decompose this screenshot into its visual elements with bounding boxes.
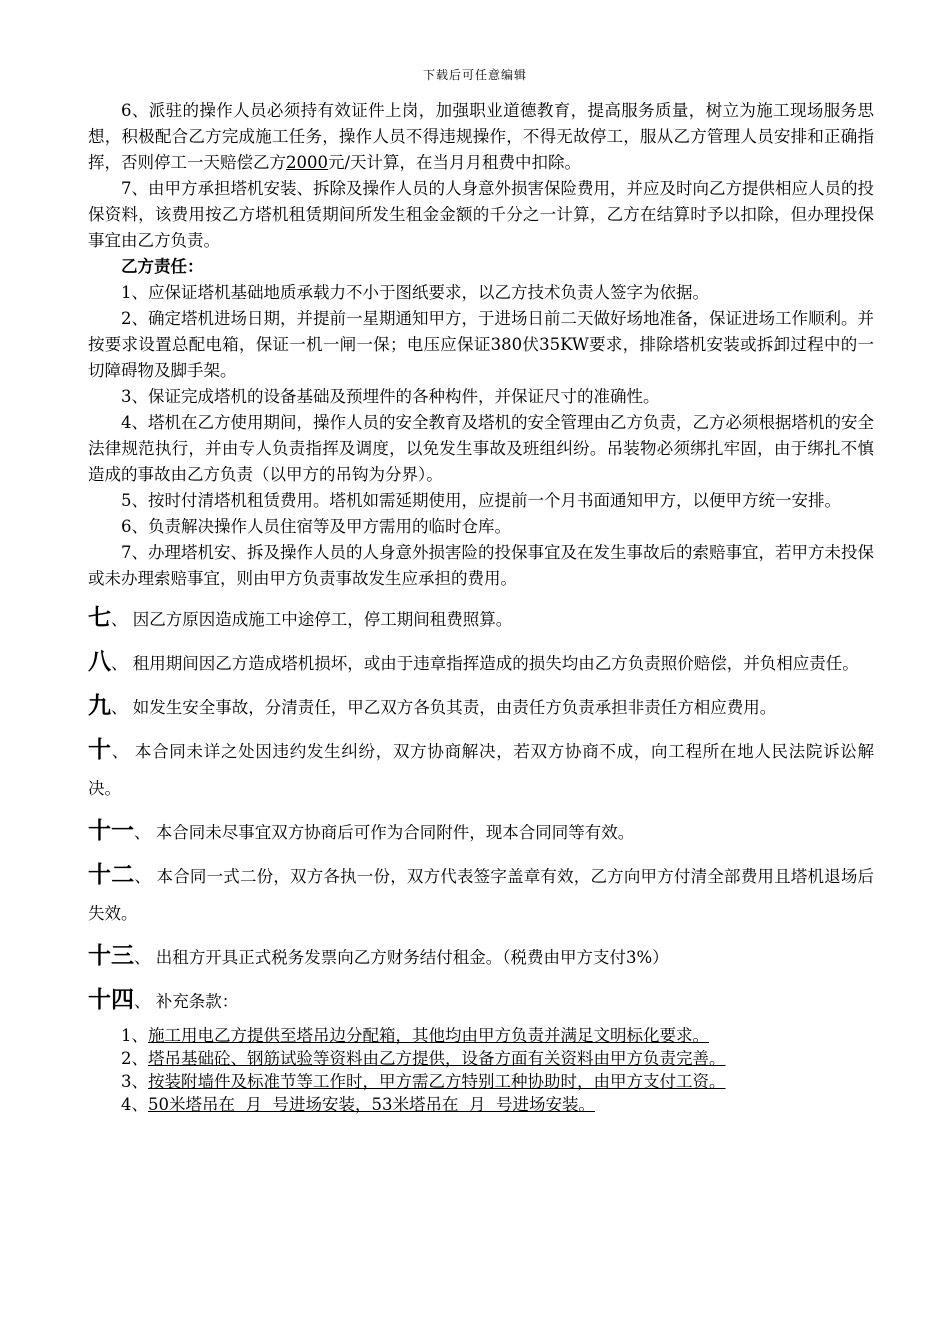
supplement-text: 50米塔吊在 月 号进场安装，53米塔吊在 月 号进场安装。 bbox=[148, 1095, 595, 1114]
article-number: 七 bbox=[88, 605, 111, 631]
supplement-index: 1、 bbox=[121, 1026, 148, 1045]
article-number: 九 bbox=[88, 693, 111, 719]
article-text: 因乙方原因造成施工中途停工，停工期间租费照算。 bbox=[132, 610, 513, 629]
party-a-item-6 bbox=[88, 98, 874, 176]
article-14: 十四、 补充条款： bbox=[88, 987, 239, 1013]
article-number: 十 bbox=[88, 737, 112, 763]
party-b-item-6: 6、负责解决操作人员住宿等及甲方需用的临时仓库。 bbox=[121, 517, 511, 536]
article-10: 十、 本合同未详之处因违约发生纠纷，双方协商解决，若双方协商不成，向工程所在地人民法院诉讼解决。 bbox=[88, 737, 875, 798]
supplement-item-4 bbox=[88, 1093, 874, 1116]
party-b-item-7: 7、办理塔机安、拆及操作人员的人身意外损害险的投保事宜及在发生事故后的索赔事宜，若甲方未投保或未办理索赔事宜，则由甲方负责事故发生应承担的费用。 bbox=[88, 543, 874, 588]
article-number: 八 bbox=[88, 649, 111, 675]
article-text: 如发生安全事故，分清责任，甲乙双方各负其责，由责任方负责承担非责任方相应费用。 bbox=[132, 698, 777, 717]
party-a-item-7: 7、由甲方承担塔机安装、拆除及操作人员的人身意外损害保险费用，并应及时向乙方提供相应人员的投保资料，该费用按乙方塔机租赁期间所发生租金金额的千分之一计算，乙方在结算时予以扣除，但办理投保事宜由乙方负责。 bbox=[88, 179, 874, 250]
party-b-heading: 乙方责任： bbox=[121, 257, 204, 276]
compensation-amount: 2000 bbox=[286, 153, 328, 172]
party-a-item-6-tail: 元/天计算，在当月月租费中扣除。 bbox=[328, 153, 582, 172]
supplement-index: 2、 bbox=[121, 1049, 148, 1068]
article-text: 本合同未尽事宜双方协商后可作为合同附件，现本合同同等有效。 bbox=[155, 823, 635, 842]
article-text: 补充条款： bbox=[155, 992, 239, 1011]
party-b-item-1: 1、应保证塔机基础地质承载力不小于图纸要求，以乙方技术负责人签字为依据。 bbox=[121, 283, 709, 302]
article-number: 十三 bbox=[88, 943, 134, 969]
article-text: 租用期间因乙方造成塔机损坏，或由于违章指挥造成的损失均由乙方负责照价赔偿，并负相应责任。 bbox=[132, 654, 859, 673]
article-text: 本合同一式二份，双方各执一份，双方代表签字盖章有效，乙方向甲方付清全部费用且塔机退场后失效。 bbox=[88, 867, 875, 923]
article-12: 十二、 本合同一式二份，双方各执一份，双方代表签字盖章有效，乙方向甲方付清全部费用且塔机退场后失效。 bbox=[88, 862, 875, 923]
supplement-list bbox=[88, 1024, 874, 1116]
supplement-text: 按装附墙件及标准节等工作时，甲方需乙方特别工种协助时，由甲方支付工资。 bbox=[148, 1072, 726, 1091]
article-number: 十二 bbox=[88, 862, 135, 888]
article-8: 八、 租用期间因乙方造成塔机损坏，或由于违章指挥造成的损失均由乙方负责照价赔偿，并负相应责任。 bbox=[88, 649, 859, 675]
party-a-item-6-text: 6、派驻的操作人员必须持有效证件上岗，加强职业道德教育，提高服务质量，树立为施工现场服务思想，积极配合乙方完成施工任务，操作人员不得违规操作，不得无故停工，服从乙方管理人员安排和正确指挥，否则停工一天赔偿乙方 bbox=[88, 101, 874, 172]
party-b-item-3: 3、保证完成塔机的设备基础及预埋件的各种构件，并保证尺寸的准确性。 bbox=[121, 387, 660, 406]
article-number: 十四 bbox=[88, 987, 134, 1013]
article-13: 十三、 出租方开具正式税务发票向乙方财务结付租金。（税费由甲方支付3%） bbox=[88, 943, 669, 969]
document-body bbox=[88, 98, 874, 1116]
supplement-item-2 bbox=[88, 1047, 874, 1070]
supplement-item-3 bbox=[88, 1070, 874, 1093]
article-9: 九、 如发生安全事故，分清责任，甲乙双方各负其责，由责任方负责承担非责任方相应费用。 bbox=[88, 693, 777, 719]
article-text: 本合同未详之处因违约发生纠纷，双方协商解决，若双方协商不成，向工程所在地人民法院诉讼解决。 bbox=[88, 742, 875, 798]
supplement-index: 3、 bbox=[121, 1072, 148, 1091]
party-b-item-2: 2、确定塔机进场日期，并提前一星期通知甲方，于进场日前二天做好场地准备，保证进场工作顺利。并按要求设置总配电箱，保证一机一闸一保；电压应保证380伏35KW要求，排除塔机安装或拆卸过程中的一切障碍物及脚手架。 bbox=[88, 309, 874, 380]
article-number: 十一 bbox=[88, 818, 134, 844]
article-7: 七、 因乙方原因造成施工中途停工，停工期间租费照算。 bbox=[88, 605, 513, 631]
party-b-item-5: 5、按时付清塔机租赁费用。塔机如需延期使用，应提前一个月书面通知甲方，以便甲方统一安排。 bbox=[121, 491, 841, 510]
header-watermark: 下载后可任意编辑 bbox=[422, 68, 527, 82]
supplement-text: 塔吊基础砼、钢筋试验等资料由乙方提供，设备方面有关资料由甲方负责完善。 bbox=[148, 1049, 726, 1068]
article-text: 出租方开具正式税务发票向乙方财务结付租金。（税费由甲方支付3%） bbox=[155, 948, 669, 967]
supplement-item-1 bbox=[88, 1024, 874, 1047]
supplement-index: 4、 bbox=[121, 1095, 148, 1114]
article-11: 十一、 本合同未尽事宜双方协商后可作为合同附件，现本合同同等有效。 bbox=[88, 818, 635, 844]
party-b-item-4: 4、塔机在乙方使用期间，操作人员的安全教育及塔机的安全管理由乙方负责，乙方必须根据塔机的安全法律规范执行，并由专人负责指挥及调度，以免发生事故及班组纠纷。吊装物必须绑扎牢固，由于绑扎不慎造成的事故由乙方负责（以甲方的吊钩为分界）。 bbox=[88, 413, 874, 484]
supplement-text: 施工用电乙方提供至塔吊边分配箱，其他均由甲方负责并满足文明标化要求。 bbox=[148, 1026, 709, 1045]
